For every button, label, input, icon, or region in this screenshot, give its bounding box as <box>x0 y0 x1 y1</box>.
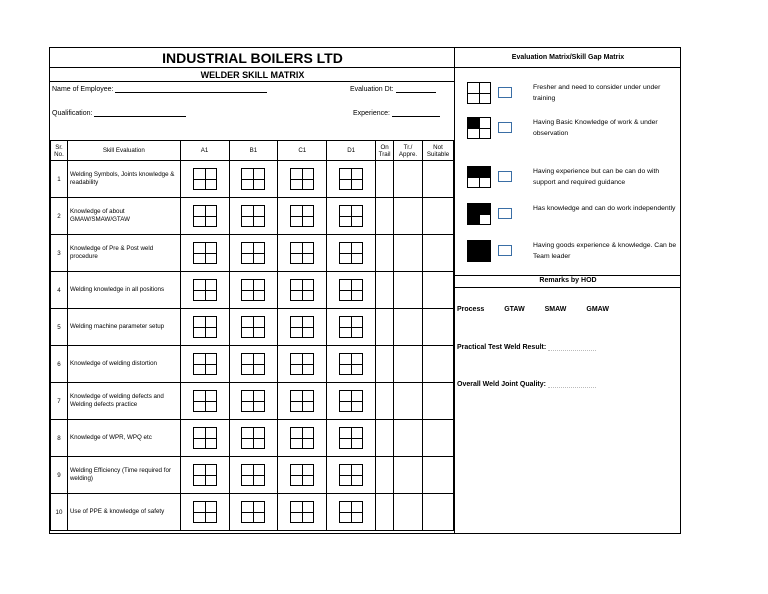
level-grid-icon <box>467 82 491 104</box>
rating-grid-d1[interactable] <box>339 353 363 375</box>
rating-cell-c1[interactable] <box>278 235 327 272</box>
rating-grid-a1[interactable] <box>193 242 217 264</box>
rating-grid-d1[interactable] <box>339 168 363 190</box>
rating-cell-d1[interactable] <box>327 383 376 420</box>
table-row <box>51 494 454 531</box>
col-header-c1: C1 <box>278 141 327 161</box>
rating-cell-c1[interactable] <box>278 346 327 383</box>
rating-grid-a1[interactable] <box>193 168 217 190</box>
rating-cell-d1[interactable] <box>327 235 376 272</box>
process-gtaw[interactable]: GTAW <box>504 306 525 313</box>
row-number: 3 <box>51 235 68 272</box>
rating-cell-c1[interactable] <box>278 309 327 346</box>
trainee-cell[interactable] <box>394 235 423 272</box>
trainee-cell[interactable] <box>394 383 423 420</box>
rating-grid-c1[interactable] <box>290 464 314 486</box>
rating-grid-b1[interactable] <box>241 427 265 449</box>
trainee-cell[interactable] <box>394 161 423 198</box>
row-number: 7 <box>51 383 68 420</box>
rating-cell-a1[interactable] <box>180 346 229 383</box>
rating-cell-b1[interactable] <box>229 457 278 494</box>
rating-cell-c1[interactable] <box>278 198 327 235</box>
rating-cell-b1[interactable] <box>229 272 278 309</box>
rating-cell-a1[interactable] <box>180 383 229 420</box>
on-trail-cell[interactable] <box>376 235 394 272</box>
table-row <box>51 457 454 494</box>
rating-cell-d1[interactable] <box>327 346 376 383</box>
rating-grid-d1[interactable] <box>339 279 363 301</box>
not-suitable-cell[interactable] <box>423 494 454 531</box>
level-checkbox[interactable] <box>498 171 512 182</box>
table-row <box>51 161 454 198</box>
rating-grid-b1[interactable] <box>241 464 265 486</box>
employee-name-line[interactable] <box>115 84 267 93</box>
rating-grid-a1[interactable] <box>193 353 217 375</box>
rating-grid-c1[interactable] <box>290 279 314 301</box>
trainee-cell[interactable] <box>394 346 423 383</box>
rating-cell-b1[interactable] <box>229 309 278 346</box>
filled-quadrant <box>479 251 490 261</box>
table-row <box>51 272 454 309</box>
joint-quality-line[interactable] <box>548 380 596 388</box>
on-trail-cell[interactable] <box>376 494 394 531</box>
not-suitable-cell[interactable] <box>423 383 454 420</box>
level-grid-icon <box>467 240 491 262</box>
skill-evaluation-table <box>50 140 454 531</box>
evaluation-date-field[interactable] <box>350 84 436 93</box>
row-number: 9 <box>51 457 68 494</box>
trainee-cell[interactable] <box>394 420 423 457</box>
legend-panel <box>455 48 681 533</box>
rating-cell-d1[interactable] <box>327 272 376 309</box>
rating-grid-a1[interactable] <box>193 501 217 523</box>
rating-cell-d1[interactable] <box>327 198 376 235</box>
table-row <box>51 420 454 457</box>
rating-grid-c1[interactable] <box>290 168 314 190</box>
rating-grid-b1[interactable] <box>241 242 265 264</box>
skill-matrix-sheet <box>49 47 681 534</box>
not-suitable-cell[interactable] <box>423 272 454 309</box>
not-suitable-cell[interactable] <box>423 235 454 272</box>
level-grid-icon <box>467 166 491 188</box>
table-row <box>51 346 454 383</box>
legend-text: Fresher and need to consider under under training <box>533 84 661 102</box>
skill-description: Welding knowledge in all positions <box>67 272 180 309</box>
legend-text: Having experience but can be can do with support and required guidance <box>533 168 660 186</box>
rating-cell-a1[interactable] <box>180 457 229 494</box>
rating-cell-c1[interactable] <box>278 420 327 457</box>
qualification-line[interactable] <box>94 108 186 117</box>
col-header-on-trail: On Trail <box>376 141 394 161</box>
rating-grid-a1[interactable] <box>193 205 217 227</box>
rating-cell-b1[interactable] <box>229 235 278 272</box>
rating-grid-c1[interactable] <box>290 427 314 449</box>
rating-cell-b1[interactable] <box>229 494 278 531</box>
rating-cell-d1[interactable] <box>327 161 376 198</box>
row-number: 1 <box>51 161 68 198</box>
rating-grid-c1[interactable] <box>290 390 314 412</box>
skill-description: Welding machine parameter setup <box>67 309 180 346</box>
skill-description: Knowledge of WPR, WPQ etc <box>67 420 180 457</box>
test-weld-result-label: Practical Test Weld Result: <box>457 344 547 351</box>
row-number: 2 <box>51 198 68 235</box>
col-header-d1: D1 <box>327 141 376 161</box>
rating-cell-d1[interactable] <box>327 457 376 494</box>
rating-cell-c1[interactable] <box>278 161 327 198</box>
rating-cell-d1[interactable] <box>327 494 376 531</box>
filled-quadrant <box>468 204 479 214</box>
rating-grid-d1[interactable] <box>339 242 363 264</box>
skill-description: Knowledge of welding defects and Welding defects practice <box>67 383 180 420</box>
qualification-field[interactable] <box>52 108 186 117</box>
on-trail-cell[interactable] <box>376 272 394 309</box>
level-checkbox[interactable] <box>498 245 512 256</box>
not-suitable-cell[interactable] <box>423 457 454 494</box>
table-row <box>51 198 454 235</box>
rating-grid-c1[interactable] <box>290 501 314 523</box>
row-number: 4 <box>51 272 68 309</box>
table-row <box>51 235 454 272</box>
evaluation-date-line[interactable] <box>396 84 436 93</box>
rating-cell-a1[interactable] <box>180 272 229 309</box>
not-suitable-cell[interactable] <box>423 198 454 235</box>
row-number: 6 <box>51 346 68 383</box>
trainee-cell[interactable] <box>394 272 423 309</box>
rating-grid-b1[interactable] <box>241 316 265 338</box>
process-row <box>457 306 627 313</box>
test-weld-result-line[interactable] <box>548 343 596 351</box>
level-grid-icon <box>467 203 491 225</box>
process-label: Process <box>457 306 485 313</box>
test-weld-result-field[interactable] <box>457 343 596 351</box>
joint-quality-field[interactable] <box>457 380 596 388</box>
divider <box>455 287 681 288</box>
row-number: 10 <box>51 494 68 531</box>
table-row <box>51 383 454 420</box>
col-header-a1: A1 <box>180 141 229 161</box>
remarks-title: Remarks by HOD <box>539 277 597 284</box>
skill-description: Welding Symbols, Joints knowledge & readability <box>67 161 180 198</box>
rating-cell-c1[interactable] <box>278 272 327 309</box>
employee-name-field[interactable] <box>52 84 267 93</box>
table-header-row <box>51 141 454 161</box>
rating-grid-b1[interactable] <box>241 205 265 227</box>
experience-line[interactable] <box>392 108 440 117</box>
on-trail-cell[interactable] <box>376 309 394 346</box>
qualification-label: Qualification: <box>52 110 93 117</box>
employee-name-label: Name of Employee: <box>52 86 114 93</box>
rating-cell-a1[interactable] <box>180 309 229 346</box>
not-suitable-cell[interactable] <box>423 309 454 346</box>
skill-description: Knowledge of about GMAW/SMAW/GTAW <box>67 198 180 235</box>
col-header-not-suitable: Not Suitable <box>423 141 454 161</box>
rating-cell-a1[interactable] <box>180 198 229 235</box>
rating-grid-c1[interactable] <box>290 316 314 338</box>
rating-grid-d1[interactable] <box>339 464 363 486</box>
rating-cell-d1[interactable] <box>327 420 376 457</box>
filled-quadrant <box>479 167 490 177</box>
rating-cell-c1[interactable] <box>278 383 327 420</box>
rating-cell-c1[interactable] <box>278 457 327 494</box>
table-row <box>51 309 454 346</box>
rating-grid-d1[interactable] <box>339 316 363 338</box>
experience-field[interactable] <box>353 108 440 117</box>
on-trail-cell[interactable] <box>376 457 394 494</box>
rating-grid-a1[interactable] <box>193 279 217 301</box>
not-suitable-cell[interactable] <box>423 161 454 198</box>
legend-text: Has knowledge and can do work independently <box>533 205 676 212</box>
rating-grid-c1[interactable] <box>290 205 314 227</box>
form-title: WELDER SKILL MATRIX <box>50 68 455 82</box>
rating-cell-b1[interactable] <box>229 198 278 235</box>
trainee-cell[interactable] <box>394 494 423 531</box>
rating-cell-a1[interactable] <box>180 494 229 531</box>
rating-grid-a1[interactable] <box>193 427 217 449</box>
rating-grid-d1[interactable] <box>339 501 363 523</box>
assessment-panel <box>50 48 455 533</box>
rating-grid-b1[interactable] <box>241 501 265 523</box>
rating-grid-b1[interactable] <box>241 279 265 301</box>
level-checkbox[interactable] <box>498 208 512 219</box>
rating-cell-c1[interactable] <box>278 494 327 531</box>
rating-cell-b1[interactable] <box>229 161 278 198</box>
level-grid-icon <box>467 117 491 139</box>
filled-quadrant <box>468 214 479 224</box>
joint-quality-label: Overall Weld Joint Quality: <box>457 381 546 388</box>
filled-quadrant <box>468 118 479 128</box>
rating-cell-b1[interactable] <box>229 346 278 383</box>
trainee-cell[interactable] <box>394 309 423 346</box>
skill-description: Use of PPE & knowledge of safety <box>67 494 180 531</box>
rating-grid-b1[interactable] <box>241 168 265 190</box>
not-suitable-cell[interactable] <box>423 420 454 457</box>
trainee-cell[interactable] <box>394 198 423 235</box>
rating-grid-a1[interactable] <box>193 316 217 338</box>
filled-quadrant <box>468 167 479 177</box>
rating-grid-b1[interactable] <box>241 353 265 375</box>
row-number: 8 <box>51 420 68 457</box>
legend-text: Having goods experience & knowledge. Can be Team leader <box>533 242 677 260</box>
on-trail-cell[interactable] <box>376 346 394 383</box>
col-header-skill: Skill Evaluation <box>67 141 180 161</box>
rating-cell-b1[interactable] <box>229 383 278 420</box>
level-checkbox[interactable] <box>498 87 512 98</box>
on-trail-cell[interactable] <box>376 420 394 457</box>
legend-title: Evaluation Matrix/Skill Gap Matrix <box>455 48 681 68</box>
company-name: INDUSTRIAL BOILERS LTD <box>50 48 455 68</box>
rating-cell-b1[interactable] <box>229 420 278 457</box>
col-header-trainee: Tr./ Appre. <box>394 141 423 161</box>
filled-quadrant <box>468 251 479 261</box>
rating-grid-a1[interactable] <box>193 390 217 412</box>
on-trail-cell[interactable] <box>376 198 394 235</box>
filled-quadrant <box>468 241 479 251</box>
skill-description: Welding Efficiency (Time required for welding) <box>67 457 180 494</box>
skill-description: Knowledge of Pre & Post weld procedure <box>67 235 180 272</box>
process-smaw[interactable]: SMAW <box>544 306 567 313</box>
on-trail-cell[interactable] <box>376 383 394 420</box>
rating-grid-c1[interactable] <box>290 353 314 375</box>
trainee-cell[interactable] <box>394 457 423 494</box>
rating-cell-d1[interactable] <box>327 309 376 346</box>
filled-quadrant <box>479 204 490 214</box>
on-trail-cell[interactable] <box>376 161 394 198</box>
rating-cell-a1[interactable] <box>180 235 229 272</box>
col-header-b1: B1 <box>229 141 278 161</box>
process-gmaw[interactable]: GMAW <box>586 306 609 313</box>
skill-description: Knowledge of welding distortion <box>67 346 180 383</box>
rating-grid-c1[interactable] <box>290 242 314 264</box>
rating-grid-d1[interactable] <box>339 390 363 412</box>
experience-label: Experience: <box>353 110 390 117</box>
rating-grid-b1[interactable] <box>241 390 265 412</box>
level-checkbox[interactable] <box>498 122 512 133</box>
filled-quadrant <box>479 241 490 251</box>
rating-grid-d1[interactable] <box>339 427 363 449</box>
rating-cell-a1[interactable] <box>180 161 229 198</box>
col-header-sr: Sr. No. <box>51 141 68 161</box>
evaluation-date-label: Evaluation Dt: <box>350 86 394 93</box>
rating-cell-a1[interactable] <box>180 420 229 457</box>
row-number: 5 <box>51 309 68 346</box>
legend-text: Having Basic Knowledge of work & under observation <box>533 119 658 137</box>
not-suitable-cell[interactable] <box>423 346 454 383</box>
rating-grid-d1[interactable] <box>339 205 363 227</box>
rating-grid-a1[interactable] <box>193 464 217 486</box>
